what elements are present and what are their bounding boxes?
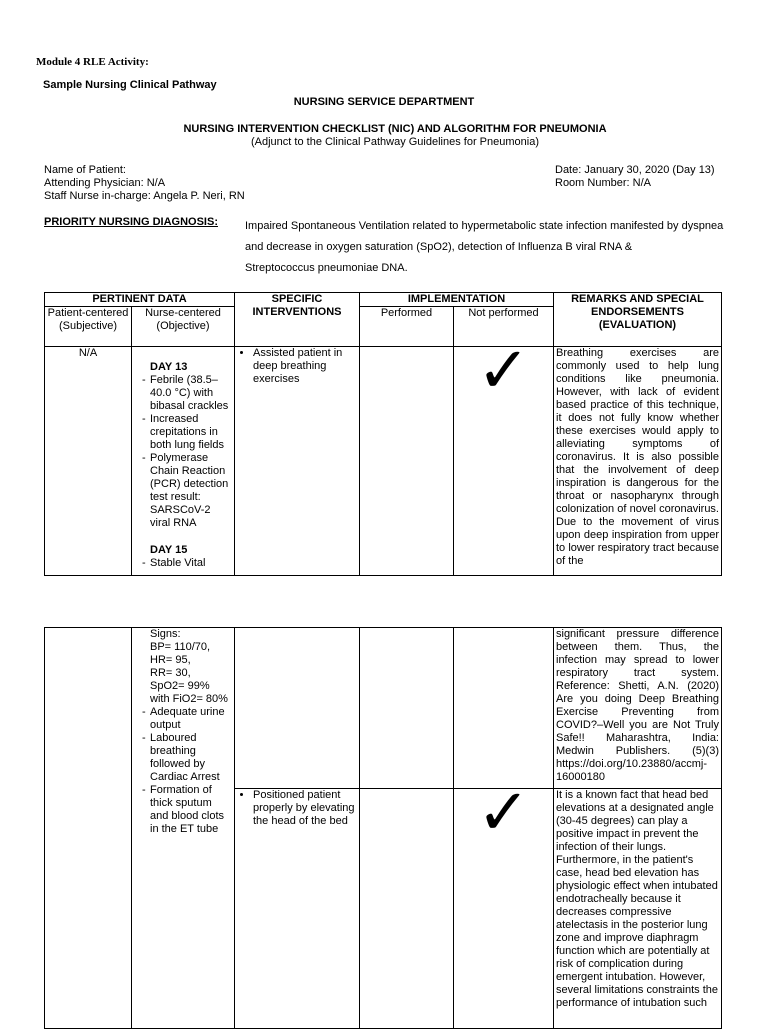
header-performed: Performed [360,307,454,347]
department-title: NURSING SERVICE DEPARTMENT [293,96,475,108]
diagnosis-line-2: and decrease in oxygen saturation (SpO2), detection of Influenza B viral RNA & [245,241,633,253]
diagnosis-line-3: Streptococcus pneumoniae DNA. [245,262,408,274]
sample-title: Sample Nursing Clinical Pathway [43,79,217,91]
day-13-label: DAY 13 [150,361,188,373]
header-implementation: IMPLEMENTATION [360,293,554,307]
remarks-cell-2a: significant pressure difference between them. Thus, the infection may spread to lower respiratory tract system. Reference: Shetti, A.N. (2020) Are you doing Deep Breathing Exercise Preventing from COVID?–Well you are Not Truly Safe!! Maharashtra, India: Medwin Publishers. (5)(3) https://doi.org/10.23880/accmj-16000180 [554,628,722,789]
intervention-item: • Positioned patient properly by elevating the head of the bed [253,789,357,828]
checklist-title: NURSING INTERVENTION CHECKLIST (NIC) AND ALGORITHM FOR PNEUMONIA [183,123,607,135]
nic-table-2 [44,627,722,1029]
intervention-cell-2b [235,789,360,1029]
objective-cell-2 [132,628,235,1029]
subjective-cell: N/A [45,347,132,576]
day-15-label: DAY 15 [150,544,188,556]
objective-cell [132,347,235,576]
check-mark-icon: ✓ [476,788,531,850]
performed-cell [360,347,454,576]
not-performed-cell-2b [454,789,554,1029]
performed-cell-2b [360,789,454,1029]
objective-list-2 [134,557,232,570]
vital-signs [134,628,232,706]
remarks-cell: Breathing exercises are commonly used to help lung conditions like pneumonia. However, with lack of evident based practice of this technique, it does not fully know whether these exercises would apply to alleviating symptoms of coronavirus. It is also possible that the involvement of deep inspiration is dangerous for the throat or nasopharynx through colonization of novel coronavirus. Due to the movement of virus upon deep inspiration from upper to lower respiratory tract because of the [554,347,722,576]
staff-nurse: Staff Nurse in-charge: Angela P. Neri, RN [44,190,245,202]
objective-item: - Formation of thick sputum and blood clots in the ET tube [140,784,232,836]
room-number: Room Number: N/A [555,177,651,189]
header-nurse-centered: Nurse-centered (Objective) [132,307,235,347]
date: Date: January 30, 2020 (Day 13) [555,164,715,176]
objective-item: - Laboured breathing followed by Cardiac Arrest [140,732,232,784]
module-title: Module 4 RLE Activity: [36,56,149,68]
not-performed-cell [454,347,554,576]
intervention-cell [235,347,360,576]
objective-item: - Increased crepitations in both lung fields [140,413,232,452]
vital-bp: BP= 110/70, [150,641,211,653]
objective-item: - Febrile (38.5–40.0 °C) with bibasal crackles [140,374,232,413]
intervention-list [237,347,357,386]
header-pertinent-data: PERTINENT DATA [45,293,235,307]
header-remarks: REMARKS AND SPECIAL ENDORSEMENTS (EVALUATION) [554,293,722,347]
not-performed-cell-2a [454,628,554,789]
objective-list [134,374,232,530]
performed-cell-2a [360,628,454,789]
checklist-subtitle: (Adjunct to the Clinical Pathway Guidelines for Pneumonia) [251,136,539,148]
intervention-item: • Assisted patient in deep breathing exercises [253,347,357,386]
header-not-performed: Not performed [454,307,554,347]
vital-rr: RR= 30, [150,667,191,679]
objective-item: - Polymerase Chain Reaction (PCR) detection test result: SARSCoV-2 viral RNA [140,452,232,530]
remarks-cell-2b: It is a known fact that head bed elevations at a designated angle (30-45 degrees) can play a positive impact in prevent the infection of their lungs. Furthermore, in the patient's case, head bed elevation has physiologic effect when intubated endotracheally because it decreases compressive atelectasis in the posterior lung zone and improve diaphragm function which are potentially at risk of complication during emergent intubation. However, several limitations constraints the performance of intubation such [554,789,722,1029]
objective-item: - Adequate urine output [140,706,232,732]
vital-spo2: SpO2= 99% [150,680,210,692]
intervention-list-2 [237,789,357,828]
diagnosis-line-1: Impaired Spontaneous Ventilation related to hypermetabolic state infection manifested by dyspnea [245,220,724,232]
patient-info-left [44,164,245,203]
patient-info-right [555,164,715,190]
signs-label: Signs: [150,628,181,640]
check-mark-icon: ✓ [476,346,531,408]
objective-item: - Stable Vital [140,557,232,570]
patient-name: Name of Patient: [44,164,126,176]
diagnosis-label: PRIORITY NURSING DIAGNOSIS: [44,216,218,228]
intervention-cell-2a [235,628,360,789]
header-patient-centered: Patient-centered (Subjective) [45,307,132,347]
diagnosis-text [245,216,768,279]
vital-fio2: with FiO2= 80% [150,693,228,705]
header-specific-interventions: SPECIFIC INTERVENTIONS [235,293,360,347]
vital-hr: HR= 95, [150,654,191,666]
objective-list-3 [134,706,232,836]
subjective-cell-2 [45,628,132,1029]
nic-table-1 [44,292,722,576]
attending-physician: Attending Physician: N/A [44,177,166,189]
